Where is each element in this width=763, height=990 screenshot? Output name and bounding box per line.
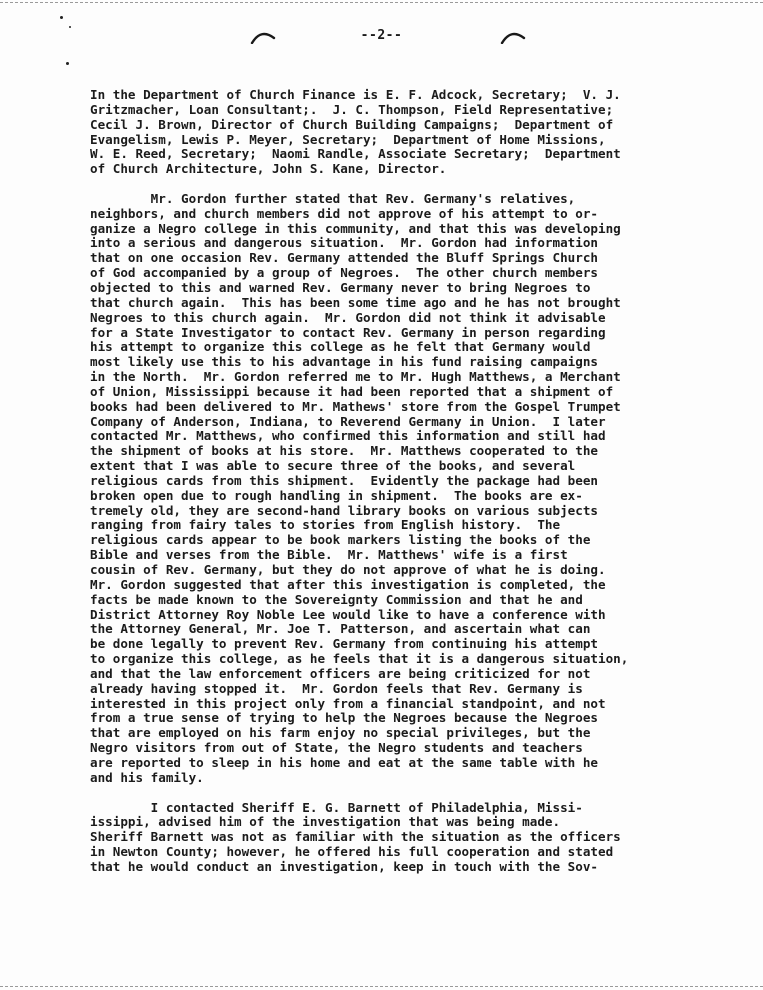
text-line: Cecil J. Brown, Director of Church Building Campaigns; Department of: [90, 116, 614, 132]
top-scan-edge: [0, 2, 763, 3]
text-line: tremely old, they are second-hand library books on various subjects: [90, 502, 598, 518]
text-line: in Newton County; however, he offered his full cooperation and stated: [90, 844, 614, 860]
text-line: Sheriff Barnett was not as familiar with the situation as the officers: [90, 829, 621, 845]
text-line: the Attorney General, Mr. Joe T. Patterson, and ascertain what can: [90, 621, 591, 637]
text-line: Bible and verses from the Bible. Mr. Matthews' wife is a first: [90, 547, 568, 563]
text-line: Negro visitors from out of State, the Negro students and teachers: [90, 740, 583, 756]
text-line: In the Department of Church Finance is E. F. Adcock, Secretary; V. J.: [90, 87, 621, 102]
text-line: Evangelism, Lewis P. Meyer, Secretary; Department of Home Missions,: [90, 131, 606, 147]
text-line: religious cards appear to be book markers listing the books of the: [90, 532, 591, 548]
text-line: objected to this and warned Rev. Germany never to bring Negroes to: [90, 279, 591, 295]
text-line: Mr. Gordon suggested that after this investigation is completed, the: [90, 576, 606, 592]
scan-speck: [66, 62, 69, 65]
text-line: that are employed on his farm enjoy no special privileges, but the: [90, 725, 591, 741]
text-line: I contacted Sheriff E. G. Barnett of Philadelphia, Missi-: [90, 799, 583, 815]
text-line: Gritzmacher, Loan Consultant;. J. C. Thompson, Field Representative;: [90, 101, 614, 117]
text-line: of God accompanied by a group of Negroes. The other church members: [90, 265, 598, 281]
text-line: and that the law enforcement officers are being criticized for not: [90, 665, 591, 681]
text-line: Negroes to this church again. Mr. Gordon did not think it advisable: [90, 309, 606, 325]
text-line: and his family.: [90, 769, 204, 785]
text-line: neighbors, and church members did not approve of his attempt to or-: [90, 205, 598, 221]
text-line: cousin of Rev. Germany, but they do not approve of what he is doing.: [90, 562, 606, 577]
text-line: Company of Anderson, Indiana, to Reverend Germany in Union. I later: [90, 413, 606, 429]
text-line: contacted Mr. Matthews, who confirmed this information and still had: [90, 428, 606, 444]
text-line: of Union, Mississippi because it had been reported that a shipment of: [90, 383, 614, 399]
text-line: issippi, advised him of the investigation that was being made.: [90, 814, 561, 830]
bottom-scan-edge: [0, 986, 763, 987]
text-line: be done legally to prevent Rev. Germany from continuing his attempt: [90, 636, 598, 652]
paragraph: [90, 192, 730, 786]
document-body: [90, 88, 730, 875]
text-line: most likely use this to his advantage in his fund raising campaigns: [90, 354, 598, 370]
text-line: broken open due to rough handling in shipment. The books are ex-: [90, 487, 583, 503]
text-line: Mr. Gordon further stated that Rev. Germany's relatives,: [90, 190, 576, 206]
text-line: interested in this project only from a financial standpoint, and not: [90, 695, 606, 711]
text-line: from a true sense of trying to help the Negroes because the Negroes: [90, 710, 598, 726]
text-line: facts be made known to the Sovereignty Commission and that he and: [90, 591, 583, 607]
scan-speck: [60, 16, 63, 19]
text-line: books had been delivered to Mr. Mathews' store from the Gospel Trumpet: [90, 398, 621, 414]
text-line: are reported to sleep in his home and eat at the same table with he: [90, 754, 598, 770]
text-line: in the North. Mr. Gordon referred me to Mr. Hugh Matthews, a Merchant: [90, 369, 621, 385]
text-line: District Attorney Roy Noble Lee would like to have a conference with: [90, 606, 606, 622]
text-line: ganize a Negro college in this community, and that this was developing: [90, 220, 621, 236]
paragraph: [90, 801, 730, 875]
text-line: of Church Architecture, John S. Kane, Director.: [90, 161, 447, 177]
text-line: his attempt to organize this college as he felt that Germany would: [90, 339, 591, 355]
text-line: that on one occasion Rev. Germany attended the Bluff Springs Church: [90, 250, 598, 266]
text-line: extent that I was able to secure three of the books, and several: [90, 458, 576, 474]
text-line: already having stopped it. Mr. Gordon feels that Rev. Germany is: [90, 680, 583, 696]
paragraph: [90, 88, 730, 177]
page-number: --2--: [360, 28, 403, 43]
text-line: to organize this college, as he feels that it is a dangerous situation,: [90, 651, 629, 667]
text-line: W. E. Reed, Secretary; Naomi Randle, Associate Secretary; Department: [90, 146, 621, 162]
text-line: that church again. This has been some time ago and he has not brought: [90, 294, 621, 310]
text-line: that he would conduct an investigation, keep in touch with the Sov-: [90, 858, 598, 874]
text-line: the shipment of books at his store. Mr. Matthews cooperated to the: [90, 443, 598, 459]
text-line: for a State Investigator to contact Rev. Germany in person regarding: [90, 324, 606, 340]
text-line: into a serious and dangerous situation. Mr. Gordon had information: [90, 235, 598, 251]
text-line: religious cards from this shipment. Evidently the package had been: [90, 472, 598, 488]
text-line: ranging from fairy tales to stories from English history. The: [90, 517, 561, 533]
